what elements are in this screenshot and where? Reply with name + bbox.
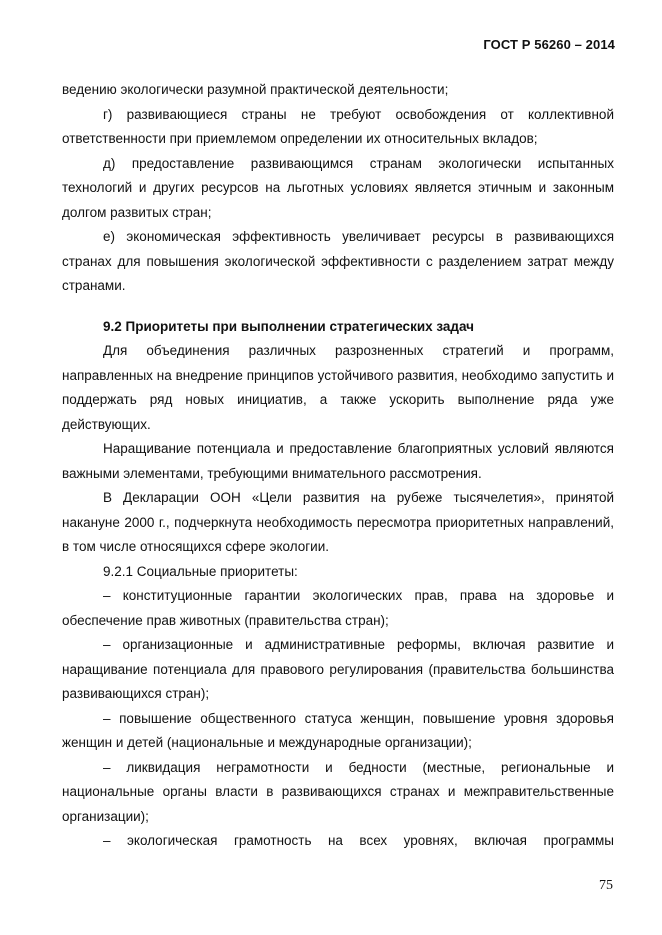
section-paragraph-1: Для объединения различных разрозненных стратегий и программ, направленных на внедрение принципов устойчивого развития, необходимо запустить и поддержать ряд новых инициатив, а также ускорить выполнение ряда уже действующих. <box>62 343 614 432</box>
document-standard-header: ГОСТ Р 56260 – 2014 <box>483 37 615 52</box>
section-paragraph-3: В Декларации ООН «Цели развития на рубеже тысячелетия», принятой накануне 2000 г., подчеркнута необходимость пересмотра приоритетных направлений, в том числе относящихся сфере экологии. <box>62 490 614 554</box>
document-body <box>62 78 614 854</box>
section-paragraph-2: Наращивание потенциала и предоставление благоприятных условий являются важными элементами, требующими внимательного рассмотрения. <box>62 441 614 481</box>
subsection-title: 9.2.1 Социальные приоритеты: <box>103 563 298 579</box>
priority-list-item: – конституционные гарантии экологических прав, права на здоровье и обеспечение прав животных (правительства стран); <box>62 588 614 628</box>
list-item-e: е) экономическая эффективность увеличивает ресурсы в развивающихся странах для повышения экологической эффективности с разделением затрат между странами. <box>62 229 614 293</box>
page-number: 75 <box>599 878 613 893</box>
priority-list-item: – ликвидация неграмотности и бедности (местные, региональные и национальные органы власти в развивающихся странах и межправительственные организации); <box>62 759 614 824</box>
priority-list-item: – экологическая грамотность на всех уровнях, включая программы <box>103 833 614 848</box>
priority-list-item: – повышение общественного статуса женщин, повышение уровня здоровья женщин и детей (национальные и международные организации); <box>62 710 614 750</box>
list-item-d: д) предоставление развивающимся странам экологически испытанных технологий и других ресурсов на льготных условиях является этичным и законным долгом развитых стран; <box>62 155 614 220</box>
list-item-g: г) развивающиеся страны не требуют освобождения от коллективной ответственности при приемлемом определении их относительных вкладов; <box>62 106 614 146</box>
paragraph-continuation: ведению экологически разумной практической деятельности; <box>62 82 449 97</box>
priority-list-item: – организационные и административные реформы, включая развитие и наращивание потенциала для правового регулирования (правительства большинства развивающихся стран); <box>62 637 614 701</box>
section-heading: 9.2 Приоритеты при выполнении стратегических задач <box>103 318 474 334</box>
